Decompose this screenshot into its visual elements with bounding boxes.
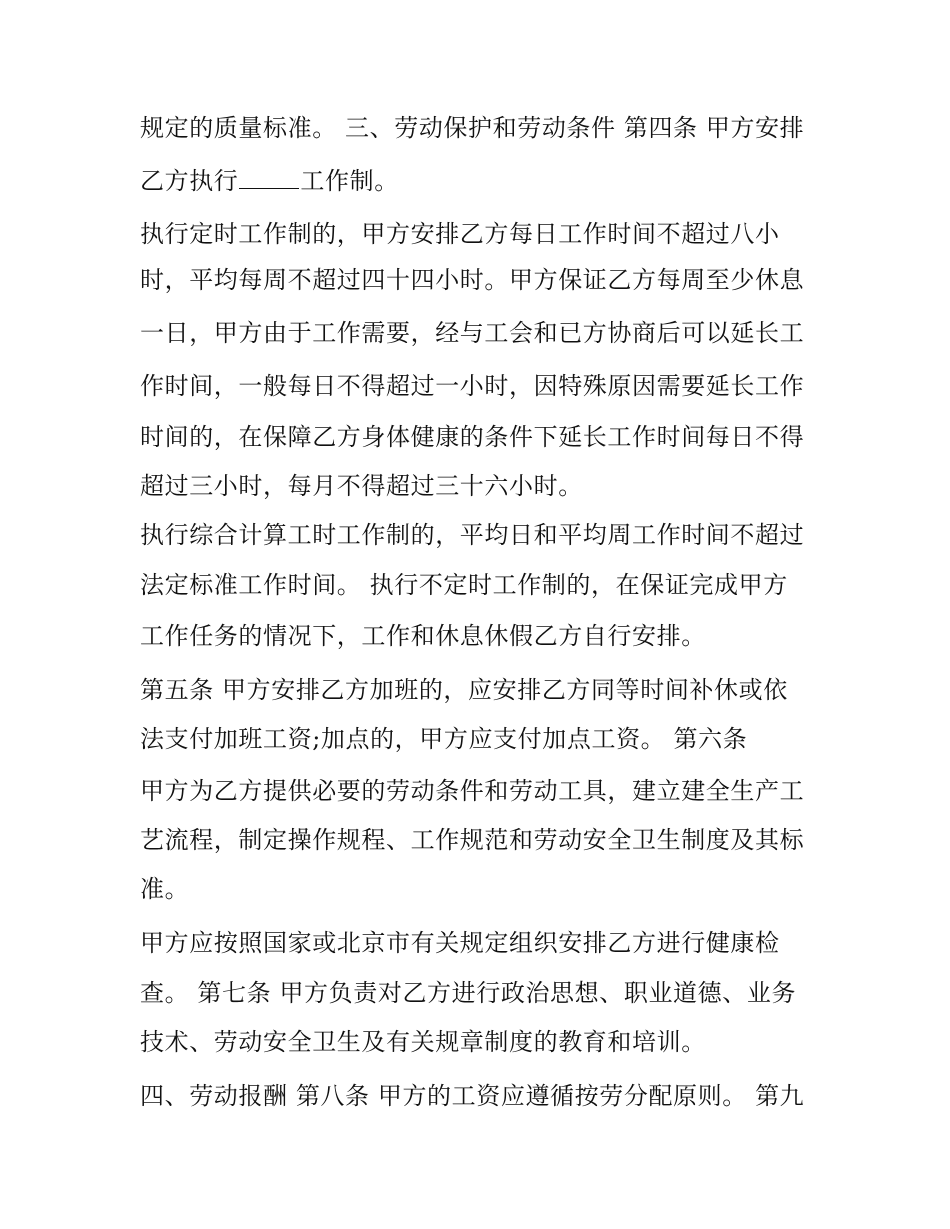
text-line: 技术、劳动安全卫生及有关规章制度的教育和培训。 — [140, 1028, 706, 1056]
text-line: 艺流程，制定操作规程、工作规范和劳动安全卫生制度及其标 — [140, 826, 805, 854]
text-line: 甲方应按照国家或北京市有关规定组织安排乙方进行健康检 — [140, 929, 780, 957]
text-line: 时间的，在保障乙方身体健康的条件下延长工作时间每日不得 — [140, 423, 805, 451]
text-line: 法支付加班工资;加点的，甲方应支付加点工资。 第六条 — [140, 725, 748, 753]
text-line — [140, 166, 399, 196]
text-line: 一日，甲方由于工作需要，经与工会和已方协商后可以延长工 — [140, 319, 805, 347]
text-line: 第五条 甲方安排乙方加班的，应安排乙方同等时间补休或依 — [140, 676, 788, 704]
text-line: 时，平均每周不超过四十四小时。甲方保证乙方每周至少休息 — [140, 266, 805, 294]
text-line: 四、劳动报酬 第八条 甲方的工资应遵循按劳分配原则。 第九 — [140, 1082, 805, 1110]
text-line: 超过三小时，每月不得超过三十六小时。 — [140, 472, 583, 500]
text-line: 执行定时工作制的，甲方安排乙方每日工作时间不超过八小 — [140, 220, 780, 248]
text-line: 工作任务的情况下，工作和休息休假乙方自行安排。 — [140, 622, 706, 650]
text-line: 查。 第七条 甲方负责对乙方进行政治思想、职业道德、业务 — [140, 979, 797, 1007]
text-fragment: 乙方执行 — [140, 167, 239, 195]
text-line: 甲方为乙方提供必要的劳动条件和劳动工具，建立建全生产工 — [140, 777, 805, 805]
text-line: 作时间，一般每日不得超过一小时，因特殊原因需要延长工作 — [140, 372, 805, 400]
text-fragment: 工作制。 — [300, 167, 399, 195]
text-line: 准。 — [140, 875, 190, 903]
fill-in-blank — [239, 168, 299, 189]
text-line: 法定标准工作时间。 执行不定时工作制的，在保证完成甲方 — [140, 571, 788, 599]
text-line: 规定的质量标准。 三、劳动保护和劳动条件 第四条 甲方安排 — [140, 114, 805, 142]
text-line: 执行综合计算工时工作制的，平均日和平均周工作时间不超过 — [140, 521, 805, 549]
